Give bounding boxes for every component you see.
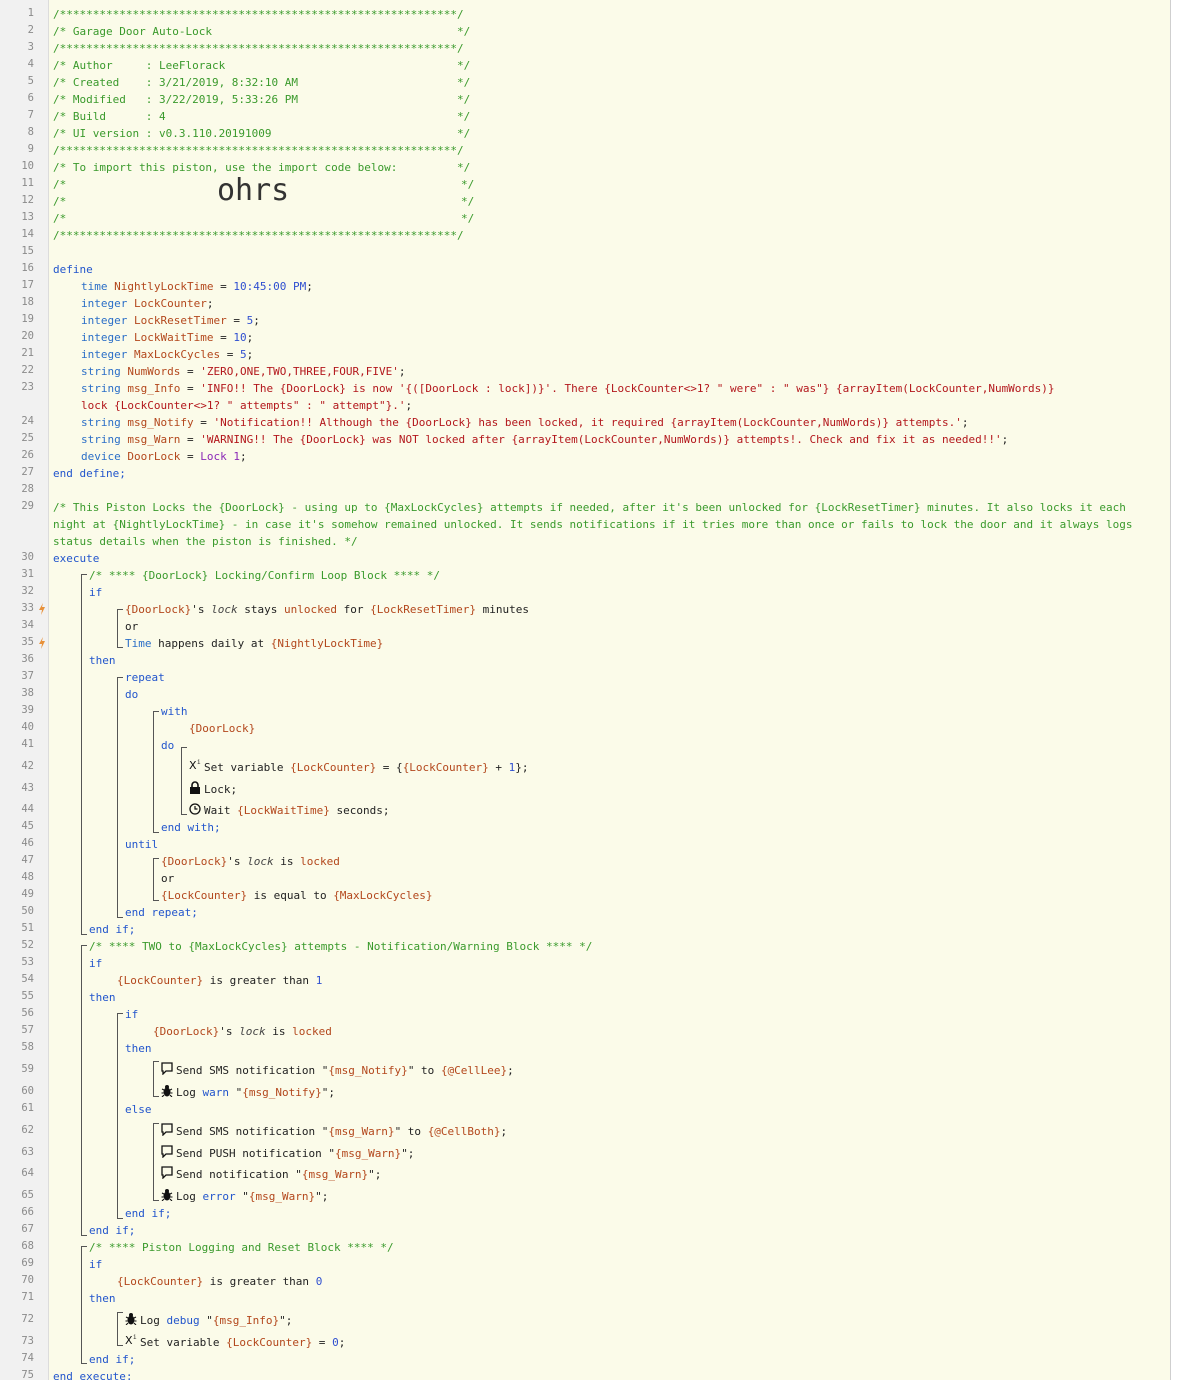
line-number: 67: [21, 1223, 34, 1235]
define-line: integer LockCounter;: [81, 297, 214, 310]
line-number: 70: [21, 1274, 34, 1286]
set-variable-icon: [189, 759, 201, 772]
then-keyword: then: [89, 1292, 116, 1305]
define-line: integer MaxLockCycles = 5;: [81, 348, 254, 361]
if-keyword: if: [89, 957, 103, 970]
line-number: 60: [21, 1085, 34, 1097]
sms-statement: Send SMS notification "{msg_Notify}" to {@CellLee};: [161, 1062, 514, 1079]
line-number: 59: [21, 1063, 34, 1075]
lock-statement: Lock;: [189, 781, 237, 798]
line-number: 36: [21, 653, 34, 665]
line-number: 65: [21, 1189, 34, 1201]
line-number: 19: [21, 313, 34, 325]
line-number: 55: [21, 990, 34, 1002]
line-number: 54: [21, 973, 34, 985]
line-number: 37: [21, 670, 34, 682]
header-comment-line: */: [461, 195, 475, 208]
block-comment: /* **** TWO to {MaxLockCycles} attempts - Notification/Warning Block **** */: [89, 940, 593, 953]
line-number: 57: [21, 1024, 34, 1036]
line-number: 64: [21, 1167, 34, 1179]
line-number: 75: [21, 1369, 34, 1380]
line-number: 35: [21, 636, 34, 648]
line-number: 72: [21, 1313, 34, 1325]
end-if: end if;: [89, 923, 136, 936]
log-statement: Log warn "{msg_Notify}";: [161, 1084, 335, 1101]
with-keyword: with: [161, 705, 188, 718]
line-number: 26: [21, 449, 34, 461]
line-number: 66: [21, 1206, 34, 1218]
line-number: 21: [21, 347, 34, 359]
line-number: 15: [21, 245, 34, 257]
define-line: string msg_Warn = 'WARNING!! The {DoorLock} was NOT locked after {arrayItem(LockCounter,NumWords)} attempts!. Check and fix it as needed!!';: [81, 433, 1009, 446]
line-number: 68: [21, 1240, 34, 1252]
end-if: end if;: [89, 1224, 136, 1237]
header-comment-line: /* Modified : 3/22/2019, 5:33:26 PM */: [53, 93, 471, 106]
repeat-bracket: [117, 677, 123, 918]
line-number: 34: [21, 619, 34, 631]
execute-end: end execute;: [53, 1370, 133, 1380]
operator: or: [125, 620, 139, 633]
line-number: 43: [21, 782, 34, 794]
until-bracket: [153, 858, 159, 901]
statement-bracket: [153, 1123, 159, 1201]
line-number: 4: [27, 58, 34, 70]
line-number: 38: [21, 687, 34, 699]
lock-icon: [189, 781, 201, 794]
line-number: 1: [27, 7, 34, 19]
header-comment-line: /*: [53, 195, 67, 208]
log-statement: Log error "{msg_Warn}";: [161, 1188, 328, 1205]
line-number: 61: [21, 1102, 34, 1114]
line-number: 73: [21, 1335, 34, 1347]
message-icon: [161, 1123, 173, 1136]
else-keyword: else: [125, 1103, 152, 1116]
push-statement: Send PUSH notification "{msg_Warn}";: [161, 1145, 414, 1162]
message-icon: [161, 1145, 173, 1158]
notification-statement: Send notification "{msg_Warn}";: [161, 1166, 381, 1183]
header-comment-line: /************************************************************/: [53, 42, 464, 55]
bug-icon: [161, 1084, 173, 1097]
statement-bracket: [181, 747, 187, 815]
then-keyword: then: [125, 1042, 152, 1055]
line-number: 46: [21, 837, 34, 849]
line-number: 8: [27, 126, 34, 138]
line-number: 71: [21, 1291, 34, 1303]
operator: or: [161, 872, 175, 885]
device-ref: {DoorLock}: [189, 722, 256, 735]
line-number: 45: [21, 820, 34, 832]
define-line: string msg_Info = 'INFO!! The {DoorLock} is now '{([DoorLock : lock])}'. There {LockCounter<>1? " were" : " was"} {arrayItem(LockCounter,NumWords)} lock {LockCounter<>1? " attempts" : " attempt"}.';: [81, 382, 1055, 412]
execute-keyword: execute: [53, 552, 100, 565]
line-number: 29: [21, 500, 34, 512]
header-comment-line: /************************************************************/: [53, 144, 464, 157]
line-number: 31: [21, 568, 34, 580]
if-keyword: if: [125, 1008, 139, 1021]
block-comment: /* **** Piston Logging and Reset Block **** */: [89, 1241, 394, 1254]
line-number: 39: [21, 704, 34, 716]
line-number: 12: [21, 194, 34, 206]
then-keyword: then: [89, 654, 116, 667]
header-comment-line: /* Garage Door Auto-Lock */: [53, 25, 471, 38]
svg-text:i: i: [197, 759, 201, 766]
header-comment-line: /*: [53, 212, 67, 225]
message-icon: [161, 1166, 173, 1179]
line-number: 52: [21, 939, 34, 951]
end-with: end with;: [161, 821, 221, 834]
line-number: 17: [21, 279, 34, 291]
line-number: 18: [21, 296, 34, 308]
log-statement: Log debug "{msg_Info}";: [125, 1312, 292, 1329]
condition-bracket: [117, 609, 123, 648]
then-keyword: then: [89, 991, 116, 1004]
line-number: 58: [21, 1041, 34, 1053]
condition: {LockCounter} is equal to {MaxLockCycles}: [161, 889, 433, 902]
set-variable-statement: X i Set variable {LockCounter} = {{LockCounter} + 1};: [189, 759, 529, 774]
define-line: string NumWords = 'ZERO,ONE,TWO,THREE,FOUR,FIVE';: [81, 365, 406, 378]
end-if: end if;: [125, 1207, 172, 1220]
line-number: 33: [21, 602, 34, 614]
line-number: 23: [21, 381, 34, 393]
line-number: 56: [21, 1007, 34, 1019]
set-variable-statement: X i Set variable {LockCounter} = 0;: [125, 1334, 346, 1349]
condition: {LockCounter} is greater than 0: [117, 1275, 323, 1288]
line-number: 2: [27, 24, 34, 36]
import-code: ohrs: [217, 173, 290, 208]
line-number: 11: [21, 177, 34, 189]
with-bracket: [153, 711, 159, 833]
line-number: 44: [21, 803, 34, 815]
svg-text:X: X: [189, 759, 197, 772]
bug-icon: [161, 1188, 173, 1201]
line-number: 9: [27, 143, 34, 155]
header-comment-line: /* UI version : v0.3.110.20191009 */: [53, 127, 471, 140]
header-comment-line: /* Created : 3/21/2019, 8:32:10 AM */: [53, 76, 471, 89]
define-line: device DoorLock = Lock 1;: [81, 450, 247, 463]
line-number: 14: [21, 228, 34, 240]
line-number: 13: [21, 211, 34, 223]
header-comment-line: /* Author : LeeFlorack */: [53, 59, 471, 72]
header-comment-line: /* Build : 4 */: [53, 110, 471, 123]
header-comment-line: /************************************************************/: [53, 8, 464, 21]
message-icon: [161, 1062, 173, 1075]
bug-icon: [125, 1312, 137, 1325]
if-keyword: if: [89, 586, 103, 599]
line-number: 50: [21, 905, 34, 917]
define-line: string msg_Notify = 'Notification!! Although the {DoorLock} has been locked, it required {arrayItem(LockCounter,NumWords)} attempts.';: [81, 416, 969, 429]
condition: {DoorLock}'s lock stays unlocked for {LockResetTimer} minutes: [125, 603, 530, 616]
line-number: 74: [21, 1352, 34, 1364]
line-number: 48: [21, 871, 34, 883]
line-number: 63: [21, 1146, 34, 1158]
repeat-keyword: repeat: [125, 671, 165, 684]
line-number: 62: [21, 1124, 34, 1136]
block-bracket: [81, 945, 87, 1236]
svg-text:X: X: [125, 1334, 133, 1347]
line-number: 53: [21, 956, 34, 968]
define-line: integer LockWaitTime = 10;: [81, 331, 254, 344]
wait-statement: Wait {LockWaitTime} seconds;: [189, 802, 389, 819]
statement-bracket: [117, 1312, 123, 1346]
define-line: integer LockResetTimer = 5;: [81, 314, 260, 327]
do-keyword: do: [161, 739, 175, 752]
line-number: 24: [21, 415, 34, 427]
define-keyword: define: [53, 263, 93, 276]
line-number: 32: [21, 585, 34, 597]
header-comment-line: /************************************************************/: [53, 229, 464, 242]
header-comment-line: */: [461, 178, 475, 191]
line-number: 22: [21, 364, 34, 376]
line-number: 51: [21, 922, 34, 934]
header-comment-line: */: [461, 212, 475, 225]
block-comment: /* **** {DoorLock} Locking/Confirm Loop Block **** */: [89, 569, 440, 582]
line-number: 3: [27, 41, 34, 53]
line-number: 5: [27, 75, 34, 87]
if-keyword: if: [89, 1258, 103, 1271]
svg-text:i: i: [133, 1334, 137, 1341]
line-number: 30: [21, 551, 34, 563]
define-end: end define;: [53, 467, 126, 480]
statement-bracket: [153, 1061, 159, 1097]
condition: Time happens daily at {NightlyLockTime}: [125, 637, 384, 650]
do-keyword: do: [125, 688, 139, 701]
header-comment-line: /*: [53, 178, 67, 191]
line-number: 7: [27, 109, 34, 121]
line-number: 16: [21, 262, 34, 274]
until-keyword: until: [125, 838, 159, 851]
header-comment-line: /* To import this piston, use the import code below: */: [53, 161, 471, 174]
condition: {DoorLock}'s lock is locked: [153, 1025, 332, 1038]
block-bracket: [81, 1246, 87, 1364]
line-number: 25: [21, 432, 34, 444]
condition: {LockCounter} is greater than 1: [117, 974, 323, 987]
nested-if-bracket: [117, 1013, 123, 1219]
block-bracket: [81, 574, 87, 935]
sms-statement: Send SMS notification "{msg_Warn}" to {@CellBoth};: [161, 1123, 507, 1140]
set-variable-icon: [125, 1334, 137, 1347]
line-number: 28: [21, 483, 34, 495]
define-line: time NightlyLockTime = 10:45:00 PM;: [81, 280, 313, 293]
line-number: 41: [21, 738, 34, 750]
line-number: 69: [21, 1257, 34, 1269]
condition: {DoorLock}'s lock is locked: [161, 855, 340, 868]
line-number: 42: [21, 760, 34, 772]
line-number: 40: [21, 721, 34, 733]
line-number: 6: [27, 92, 34, 104]
clock-icon: [189, 802, 201, 815]
line-number: 27: [21, 466, 34, 478]
line-number: 49: [21, 888, 34, 900]
end-repeat: end repeat;: [125, 906, 198, 919]
line-number: 47: [21, 854, 34, 866]
description-comment: /* This Piston Locks the {DoorLock} - using up to {MaxLockCycles} attempts if needed, after it's been unlocked for {LockResetTimer} minutes. It also locks it each night at {NightlyLockTime} - in case it's somehow remained unlocked. It sends notifications if it tries more than once or fails to lock the door and it always logs status details when the piston is finished. */: [53, 501, 1133, 548]
line-number: 10: [21, 160, 34, 172]
end-if: end if;: [89, 1353, 136, 1366]
line-number: 20: [21, 330, 34, 342]
